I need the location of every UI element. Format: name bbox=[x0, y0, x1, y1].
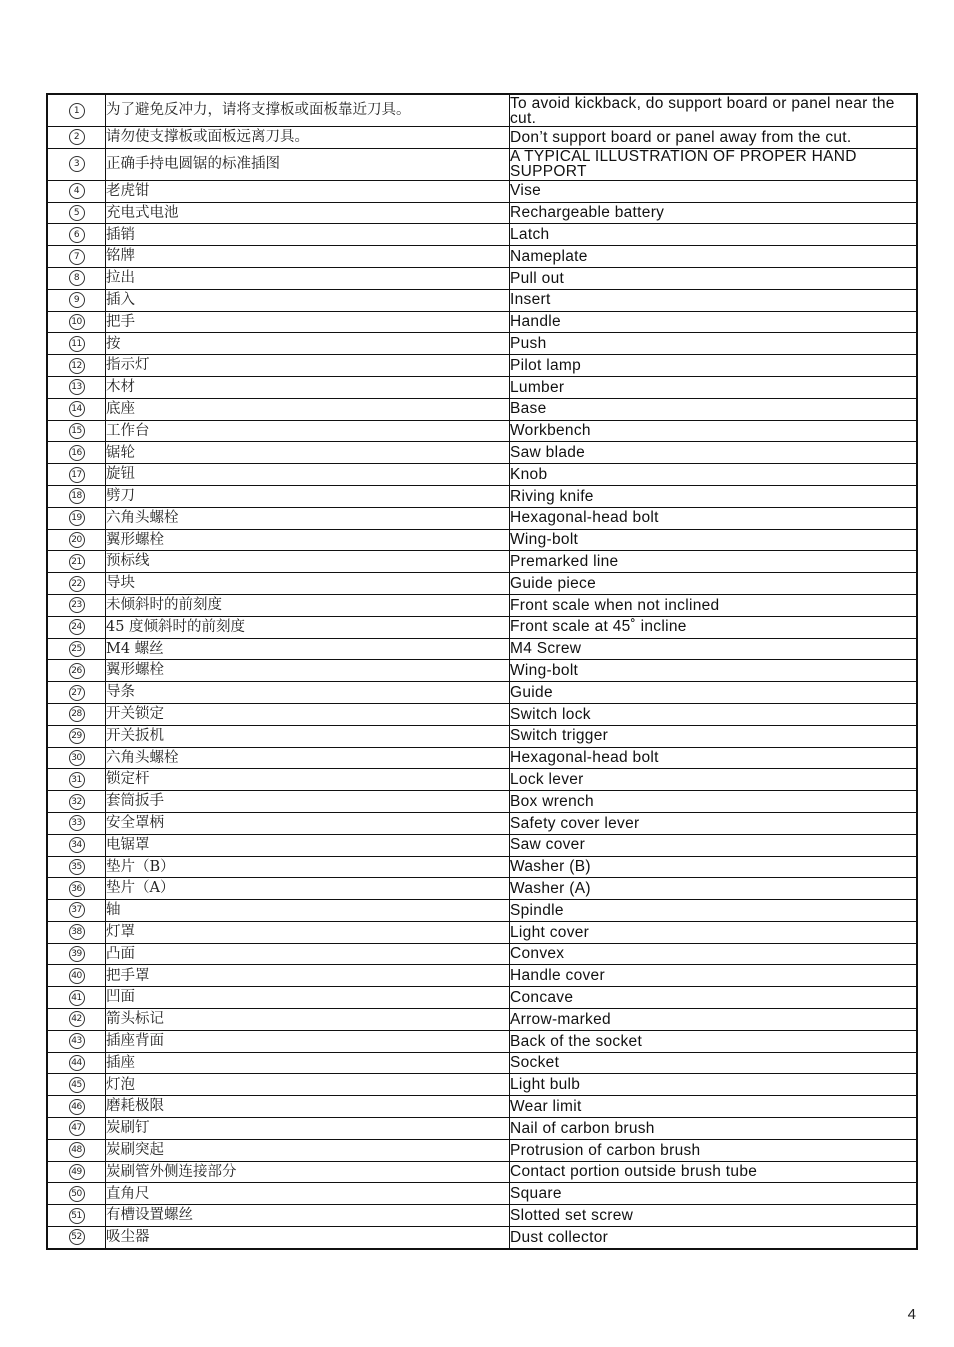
chinese-term: 按 bbox=[106, 333, 510, 355]
chinese-term: 直角尺 bbox=[106, 1183, 510, 1205]
chinese-term: 指示灯 bbox=[106, 355, 510, 377]
chinese-term: 插销 bbox=[106, 224, 510, 246]
circled-number: 2 bbox=[69, 129, 85, 145]
item-number-cell bbox=[47, 769, 106, 791]
circled-number: 35 bbox=[69, 859, 85, 875]
chinese-term: 翼形螺栓 bbox=[106, 660, 510, 682]
item-number-cell bbox=[47, 856, 106, 878]
page-number: 4 bbox=[907, 1306, 916, 1323]
table-row bbox=[47, 551, 917, 573]
english-term: Guide bbox=[510, 682, 918, 704]
chinese-term: 垫片（A） bbox=[106, 878, 510, 900]
english-term: Handle cover bbox=[510, 965, 918, 987]
english-term: M4 Screw bbox=[510, 638, 918, 660]
english-term: Premarked line bbox=[510, 551, 918, 573]
table-row bbox=[47, 148, 917, 180]
table-row bbox=[47, 878, 917, 900]
english-term: Pilot lamp bbox=[510, 355, 918, 377]
item-number-cell bbox=[47, 747, 106, 769]
item-number-cell bbox=[47, 398, 106, 420]
item-number-cell bbox=[47, 878, 106, 900]
table-row bbox=[47, 791, 917, 813]
english-term: Insert bbox=[510, 289, 918, 311]
circled-number: 32 bbox=[69, 794, 85, 810]
chinese-term: 把手 bbox=[106, 311, 510, 333]
circled-number: 20 bbox=[69, 532, 85, 548]
circled-number: 15 bbox=[69, 423, 85, 439]
item-number-cell bbox=[47, 355, 106, 377]
item-number-cell bbox=[47, 573, 106, 595]
chinese-term: M4 螺丝 bbox=[106, 638, 510, 660]
item-number-cell bbox=[47, 1227, 106, 1249]
chinese-term: 电锯罩 bbox=[106, 834, 510, 856]
table-row bbox=[47, 1183, 917, 1205]
table-row bbox=[47, 594, 917, 616]
item-number-cell bbox=[47, 1118, 106, 1140]
table-row bbox=[47, 180, 917, 202]
item-number-cell bbox=[47, 246, 106, 268]
table-row bbox=[47, 246, 917, 268]
circled-number: 29 bbox=[69, 728, 85, 744]
circled-number: 27 bbox=[69, 685, 85, 701]
table-row bbox=[47, 267, 917, 289]
item-number-cell bbox=[47, 812, 106, 834]
english-term: Nameplate bbox=[510, 246, 918, 268]
chinese-term: 垫片（B） bbox=[106, 856, 510, 878]
table-row bbox=[47, 769, 917, 791]
english-term: Hexagonal-head bolt bbox=[510, 747, 918, 769]
item-number-cell bbox=[47, 289, 106, 311]
english-term: Front scale when not inclined bbox=[510, 594, 918, 616]
table-row bbox=[47, 1096, 917, 1118]
chinese-term: 翼形螺栓 bbox=[106, 529, 510, 551]
table-row bbox=[47, 1052, 917, 1074]
english-term: Front scale at 45˚ incline bbox=[510, 616, 918, 638]
circled-number: 42 bbox=[69, 1011, 85, 1027]
circled-number: 16 bbox=[69, 445, 85, 461]
item-number-cell bbox=[47, 1096, 106, 1118]
chinese-term: 插入 bbox=[106, 289, 510, 311]
circled-number: 21 bbox=[69, 554, 85, 570]
circled-number: 18 bbox=[69, 488, 85, 504]
circled-number: 51 bbox=[69, 1208, 85, 1224]
item-number-cell bbox=[47, 507, 106, 529]
chinese-term: 拉出 bbox=[106, 267, 510, 289]
item-number-cell bbox=[47, 965, 106, 987]
chinese-term: 插座背面 bbox=[106, 1030, 510, 1052]
item-number-cell bbox=[47, 943, 106, 965]
english-term: To avoid kickback, do support board or panel near the cut. bbox=[510, 94, 918, 127]
circled-number: 36 bbox=[69, 881, 85, 897]
chinese-term: 箭头标记 bbox=[106, 1009, 510, 1031]
circled-number: 3 bbox=[69, 156, 85, 172]
table-row bbox=[47, 94, 917, 127]
item-number-cell bbox=[47, 834, 106, 856]
table-row bbox=[47, 485, 917, 507]
chinese-term: 有槽设置螺丝 bbox=[106, 1205, 510, 1227]
table-row bbox=[47, 311, 917, 333]
table-row bbox=[47, 1074, 917, 1096]
english-term: Lumber bbox=[510, 376, 918, 398]
english-term: Latch bbox=[510, 224, 918, 246]
chinese-term: 正确手持电圆锯的标准插图 bbox=[106, 148, 510, 180]
circled-number: 34 bbox=[69, 837, 85, 853]
circled-number: 9 bbox=[69, 292, 85, 308]
table-row bbox=[47, 1009, 917, 1031]
english-term: Contact portion outside brush tube bbox=[510, 1161, 918, 1183]
chinese-term: 灯泡 bbox=[106, 1074, 510, 1096]
chinese-term: 把手罩 bbox=[106, 965, 510, 987]
english-term: Switch lock bbox=[510, 703, 918, 725]
table-row bbox=[47, 725, 917, 747]
chinese-term: 炭刷管外侧连接部分 bbox=[106, 1161, 510, 1183]
item-number-cell bbox=[47, 551, 106, 573]
item-number-cell bbox=[47, 1161, 106, 1183]
table-row bbox=[47, 616, 917, 638]
item-number-cell bbox=[47, 442, 106, 464]
circled-number: 30 bbox=[69, 750, 85, 766]
circled-number: 12 bbox=[69, 358, 85, 374]
item-number-cell bbox=[47, 333, 106, 355]
circled-number: 25 bbox=[69, 641, 85, 657]
table-row bbox=[47, 333, 917, 355]
table-row bbox=[47, 420, 917, 442]
circled-number: 48 bbox=[69, 1142, 85, 1158]
item-number-cell bbox=[47, 420, 106, 442]
english-term: Guide piece bbox=[510, 573, 918, 595]
chinese-term: 灯罩 bbox=[106, 921, 510, 943]
table-row bbox=[47, 464, 917, 486]
chinese-term: 工作台 bbox=[106, 420, 510, 442]
english-term: Light bulb bbox=[510, 1074, 918, 1096]
circled-number: 52 bbox=[69, 1229, 85, 1245]
table-row bbox=[47, 289, 917, 311]
table-row bbox=[47, 965, 917, 987]
english-term: Saw blade bbox=[510, 442, 918, 464]
circled-number: 50 bbox=[69, 1186, 85, 1202]
table-row bbox=[47, 660, 917, 682]
circled-number: 37 bbox=[69, 902, 85, 918]
chinese-term: 套筒扳手 bbox=[106, 791, 510, 813]
english-term: Square bbox=[510, 1183, 918, 1205]
chinese-term: 磨耗极限 bbox=[106, 1096, 510, 1118]
chinese-term: 安全罩柄 bbox=[106, 812, 510, 834]
chinese-term: 导条 bbox=[106, 682, 510, 704]
table-row bbox=[47, 127, 917, 149]
circled-number: 11 bbox=[69, 336, 85, 352]
table-row bbox=[47, 529, 917, 551]
circled-number: 19 bbox=[69, 510, 85, 526]
item-number-cell bbox=[47, 1205, 106, 1227]
english-term: Push bbox=[510, 333, 918, 355]
english-term: Saw cover bbox=[510, 834, 918, 856]
english-term: Box wrench bbox=[510, 791, 918, 813]
item-number-cell bbox=[47, 900, 106, 922]
chinese-term: 为了避免反冲力，请将支撑板或面板靠近刀具。 bbox=[106, 94, 510, 127]
chinese-term: 铭牌 bbox=[106, 246, 510, 268]
circled-number: 17 bbox=[69, 467, 85, 483]
item-number-cell bbox=[47, 594, 106, 616]
table-row bbox=[47, 987, 917, 1009]
english-term: Washer (B) bbox=[510, 856, 918, 878]
chinese-term: 轴 bbox=[106, 900, 510, 922]
table-row bbox=[47, 682, 917, 704]
circled-number: 22 bbox=[69, 576, 85, 592]
english-term: Dust collector bbox=[510, 1227, 918, 1249]
item-number-cell bbox=[47, 725, 106, 747]
chinese-term: 老虎钳 bbox=[106, 180, 510, 202]
circled-number: 4 bbox=[69, 183, 85, 199]
english-term: Arrow-marked bbox=[510, 1009, 918, 1031]
table-row bbox=[47, 1205, 917, 1227]
english-term: Lock lever bbox=[510, 769, 918, 791]
english-term: A TYPICAL ILLUSTRATION OF PROPER HAND SUPPORT bbox=[510, 148, 918, 180]
english-term: Spindle bbox=[510, 900, 918, 922]
chinese-term: 开关锁定 bbox=[106, 703, 510, 725]
table-row bbox=[47, 573, 917, 595]
chinese-term: 插座 bbox=[106, 1052, 510, 1074]
english-term: Riving knife bbox=[510, 485, 918, 507]
circled-number: 38 bbox=[69, 924, 85, 940]
chinese-term: 锁定杆 bbox=[106, 769, 510, 791]
circled-number: 49 bbox=[69, 1164, 85, 1180]
chinese-term: 吸尘器 bbox=[106, 1227, 510, 1249]
table-row bbox=[47, 376, 917, 398]
table-row bbox=[47, 900, 917, 922]
english-term: Workbench bbox=[510, 420, 918, 442]
table-row bbox=[47, 507, 917, 529]
table-row bbox=[47, 943, 917, 965]
chinese-term: 预标线 bbox=[106, 551, 510, 573]
circled-number: 10 bbox=[69, 314, 85, 330]
table-row bbox=[47, 638, 917, 660]
table-row bbox=[47, 1030, 917, 1052]
english-term: Wing-bolt bbox=[510, 529, 918, 551]
table-row bbox=[47, 703, 917, 725]
circled-number: 40 bbox=[69, 968, 85, 984]
english-term: Rechargeable battery bbox=[510, 202, 918, 224]
parts-glossary-table bbox=[46, 93, 918, 1250]
item-number-cell bbox=[47, 682, 106, 704]
circled-number: 31 bbox=[69, 772, 85, 788]
table-row bbox=[47, 202, 917, 224]
english-term: Nail of carbon brush bbox=[510, 1118, 918, 1140]
item-number-cell bbox=[47, 703, 106, 725]
chinese-term: 开关扳机 bbox=[106, 725, 510, 747]
table-row bbox=[47, 224, 917, 246]
table-row bbox=[47, 398, 917, 420]
table-row bbox=[47, 834, 917, 856]
english-term: Socket bbox=[510, 1052, 918, 1074]
circled-number: 33 bbox=[69, 815, 85, 831]
english-term: Convex bbox=[510, 943, 918, 965]
english-term: Hexagonal-head bolt bbox=[510, 507, 918, 529]
english-term: Slotted set screw bbox=[510, 1205, 918, 1227]
chinese-term: 导块 bbox=[106, 573, 510, 595]
chinese-term: 未倾斜时的前刻度 bbox=[106, 594, 510, 616]
item-number-cell bbox=[47, 267, 106, 289]
english-term: Base bbox=[510, 398, 918, 420]
circled-number: 43 bbox=[69, 1033, 85, 1049]
english-term: Pull out bbox=[510, 267, 918, 289]
item-number-cell bbox=[47, 616, 106, 638]
circled-number: 13 bbox=[69, 379, 85, 395]
english-term: Back of the socket bbox=[510, 1030, 918, 1052]
table-row bbox=[47, 921, 917, 943]
item-number-cell bbox=[47, 1030, 106, 1052]
chinese-term: 充电式电池 bbox=[106, 202, 510, 224]
item-number-cell bbox=[47, 1009, 106, 1031]
chinese-term: 炭刷钉 bbox=[106, 1118, 510, 1140]
circled-number: 26 bbox=[69, 663, 85, 679]
item-number-cell bbox=[47, 202, 106, 224]
english-term: Concave bbox=[510, 987, 918, 1009]
chinese-term: 请勿使支撑板或面板远离刀具。 bbox=[106, 127, 510, 149]
chinese-term: 底座 bbox=[106, 398, 510, 420]
item-number-cell bbox=[47, 1074, 106, 1096]
chinese-term: 旋钮 bbox=[106, 464, 510, 486]
circled-number: 23 bbox=[69, 597, 85, 613]
chinese-term: 凹面 bbox=[106, 987, 510, 1009]
table-row bbox=[47, 747, 917, 769]
circled-number: 5 bbox=[69, 205, 85, 221]
english-term: Wing-bolt bbox=[510, 660, 918, 682]
english-term: Handle bbox=[510, 311, 918, 333]
item-number-cell bbox=[47, 1052, 106, 1074]
table-row bbox=[47, 1161, 917, 1183]
table-row bbox=[47, 812, 917, 834]
english-term: Switch trigger bbox=[510, 725, 918, 747]
chinese-term: 凸面 bbox=[106, 943, 510, 965]
english-term: Knob bbox=[510, 464, 918, 486]
item-number-cell bbox=[47, 127, 106, 149]
circled-number: 6 bbox=[69, 227, 85, 243]
table-row bbox=[47, 1139, 917, 1161]
chinese-term: 锯轮 bbox=[106, 442, 510, 464]
item-number-cell bbox=[47, 485, 106, 507]
item-number-cell bbox=[47, 180, 106, 202]
item-number-cell bbox=[47, 529, 106, 551]
chinese-term: 炭刷突起 bbox=[106, 1139, 510, 1161]
table-row bbox=[47, 442, 917, 464]
item-number-cell bbox=[47, 1139, 106, 1161]
chinese-term: 六角头螺栓 bbox=[106, 507, 510, 529]
table-row bbox=[47, 355, 917, 377]
circled-number: 47 bbox=[69, 1120, 85, 1136]
english-term: Light cover bbox=[510, 921, 918, 943]
item-number-cell bbox=[47, 660, 106, 682]
english-term: Don’t support board or panel away from the cut. bbox=[510, 127, 918, 149]
english-term: Safety cover lever bbox=[510, 812, 918, 834]
circled-number: 41 bbox=[69, 990, 85, 1006]
item-number-cell bbox=[47, 94, 106, 127]
table-row bbox=[47, 1227, 917, 1249]
english-term: Wear limit bbox=[510, 1096, 918, 1118]
item-number-cell bbox=[47, 376, 106, 398]
chinese-term: 45 度倾斜时的前刻度 bbox=[106, 616, 510, 638]
circled-number: 46 bbox=[69, 1099, 85, 1115]
chinese-term: 劈刀 bbox=[106, 485, 510, 507]
circled-number: 7 bbox=[69, 249, 85, 265]
item-number-cell bbox=[47, 464, 106, 486]
item-number-cell bbox=[47, 224, 106, 246]
circled-number: 8 bbox=[69, 270, 85, 286]
item-number-cell bbox=[47, 1183, 106, 1205]
english-term: Vise bbox=[510, 180, 918, 202]
circled-number: 24 bbox=[69, 619, 85, 635]
glossary-rows bbox=[47, 94, 917, 1249]
english-term: Washer (A) bbox=[510, 878, 918, 900]
item-number-cell bbox=[47, 921, 106, 943]
item-number-cell bbox=[47, 791, 106, 813]
item-number-cell bbox=[47, 148, 106, 180]
english-term: Protrusion of carbon brush bbox=[510, 1139, 918, 1161]
table-row bbox=[47, 856, 917, 878]
circled-number: 39 bbox=[69, 946, 85, 962]
circled-number: 45 bbox=[69, 1077, 85, 1093]
table-row bbox=[47, 1118, 917, 1140]
circled-number: 14 bbox=[69, 401, 85, 417]
circled-number: 44 bbox=[69, 1055, 85, 1071]
item-number-cell bbox=[47, 638, 106, 660]
chinese-term: 六角头螺栓 bbox=[106, 747, 510, 769]
item-number-cell bbox=[47, 311, 106, 333]
item-number-cell bbox=[47, 987, 106, 1009]
circled-number: 1 bbox=[69, 103, 85, 119]
circled-number: 28 bbox=[69, 706, 85, 722]
chinese-term: 木材 bbox=[106, 376, 510, 398]
